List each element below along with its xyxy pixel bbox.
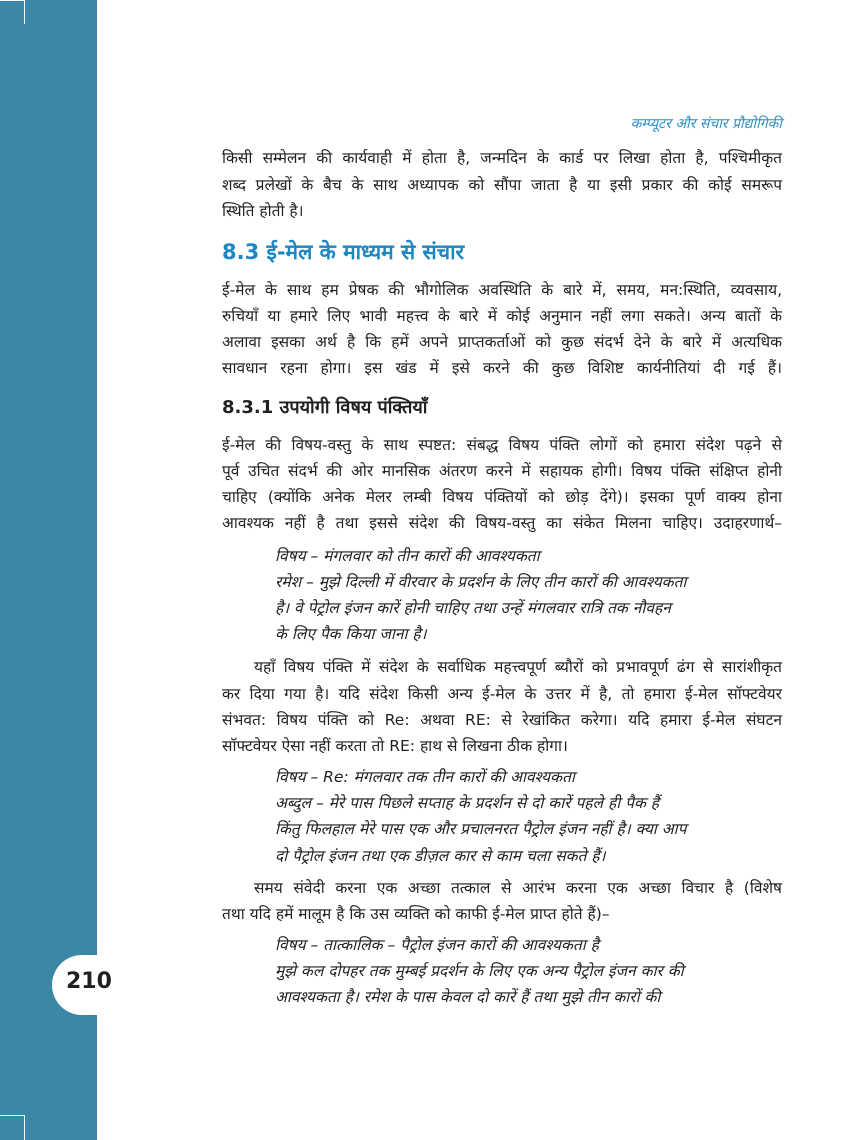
paragraph-line: यहाँ विषय पंक्ति में संदेश के सर्वाधिक महत्त्वपूर्ण ब्यौरों को प्रभावपूर्ण ढंग से सारांशीकृत: [254, 658, 782, 676]
paragraph-line: कर दिया गया है। यदि संदेश किसी अन्य ई-मेल के उत्तर में है, तो हमारा ई-मेल सॉफ्टवेयर: [222, 685, 782, 703]
paragraph-line: ई-मेल के साथ हम प्रेषक की भौगोलिक अवस्थिति के बारे में, समय, मन:स्थिति, व्यवसाय,: [222, 281, 782, 299]
paragraph-line: तथा यदि हमें मालूम है कि उस व्यक्ति को काफी ई-मेल प्राप्त होते हैं)–: [222, 905, 610, 923]
paragraph-line: रुचियाँ या हमारे लिए भावी महत्त्व के बारे में कोई अनुमान नहीं लगा सकते। अन्य बातों के: [222, 307, 782, 325]
paragraph-line: स्थिति होती है।: [222, 202, 304, 220]
example-line: आवश्यकता है। रमेश के पास केवल दो कारें हैं तथा मुझे तीन कारों की: [275, 988, 661, 1006]
example-line: अब्दुल – मेरे पास पिछले सप्ताह के प्रदर्शन से दो कारें पहले ही पैक हैं: [275, 794, 660, 812]
paragraph-line: सॉफ्टवेयर ऐसा नहीं करता तो RE: हाथ से लिखना ठीक होगा।: [222, 737, 568, 755]
page-number-tab: [52, 955, 142, 1015]
example-line: है। वे पेट्रोल इंजन कारें होनी चाहिए तथा उन्हें मंगलवार रात्रि तक नौवहन: [275, 599, 671, 617]
page-number: 210: [66, 969, 112, 994]
example-line: के लिए पैक किया जाना है।: [275, 625, 427, 643]
paragraph-line: संभवत: विषय पंक्ति को Re: अथवा RE: से रेखांकित करेगा। यदि हमारा ई-मेल संघटन: [222, 711, 782, 729]
crop-mark: [24, 0, 25, 24]
example-line: विषय – तात्कालिक – पैट्रोल इंजन कारों की आवश्यकता है: [275, 936, 599, 954]
crop-mark: [0, 0, 24, 1]
paragraph-line: शब्द प्रलेखों के बैच के साथ अध्यापक को सौंपा जाता है या इसी प्रकार की कोई समरूप: [222, 176, 782, 194]
subsection-heading: 8.3.1 उपयोगी विषय पंक्तियाँ: [222, 397, 428, 418]
example-line: दो पैट्रोल इंजन तथा एक डीज़ल कार से काम चला सकते हैं।: [275, 847, 606, 865]
paragraph-line: पूर्व उचित संदर्भ की ओर मानसिक अंतरण करने में सहायक होगी। विषय पंक्ति संक्षिप्त होनी: [222, 462, 782, 480]
section-heading: 8.3 ई-मेल के माध्यम से संचार: [222, 240, 465, 264]
paragraph-line: अलावा इसका अर्थ है कि हमें अपने प्राप्तकर्ताओं को कुछ संदर्भ देने के बारे में अत्यधिक: [222, 333, 782, 351]
paragraph-line: सावधान रहना होगा। इस खंड में इसे करने की कुछ विशिष्ट कार्यनीतियां दी गई हैं।: [222, 359, 782, 377]
paragraph-line: ई-मेल की विषय-वस्तु के साथ स्पष्टत: संबद्ध विषय पंक्ति लोगों को हमारा संदेश पढ़ने से: [222, 436, 782, 454]
running-header: कम्प्यूटर और संचार प्रौद्योगिकी: [630, 116, 782, 132]
example-line: मुझे कल दोपहर तक मुम्बई प्रदर्शन के लिए एक अन्य पैट्रोल इंजन कार की: [275, 962, 684, 980]
example-line: विषय – Re: मंगलवार तक तीन कारों की आवश्यकता: [275, 768, 575, 786]
example-line: विषय – मंगलवार को तीन कारों की आवश्यकता: [275, 547, 540, 565]
example-line: किंतु फिलहाल मेरे पास एक और प्रचालनरत पैट्रोल इंजन नहीं है। क्या आप: [275, 820, 687, 838]
crop-mark: [0, 1115, 24, 1116]
paragraph-line: आवश्यक नहीं है तथा इससे संदेश की विषय-वस्तु का संकेत मिलना चाहिए। उदाहरणार्थ–: [222, 514, 782, 532]
example-line: रमेश – मुझे दिल्ली में वीरवार के प्रदर्शन के लिए तीन कारों की आवश्यकता: [275, 573, 687, 591]
paragraph-line: चाहिए (क्योंकि अनेक मेलर लम्बी विषय पंक्तियों को छोड़ देंगे)। इसका पूर्ण वाक्य होना: [222, 488, 782, 506]
crop-mark: [24, 1115, 25, 1140]
paragraph-line: किसी सम्मेलन की कार्यवाही में होता है, जन्मदिन के कार्ड पर लिखा होता है, पश्चिमीकृत: [222, 149, 782, 167]
paragraph-line: समय संवेदी करना एक अच्छा तत्काल से आरंभ करना एक अच्छा विचार है (विशेष: [254, 879, 782, 897]
